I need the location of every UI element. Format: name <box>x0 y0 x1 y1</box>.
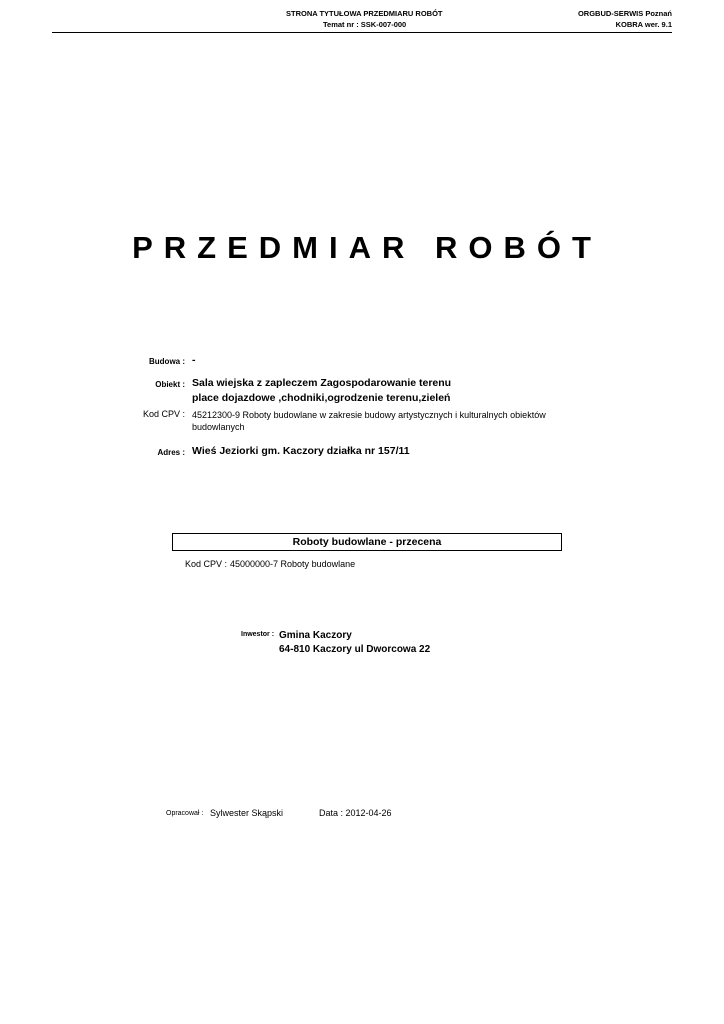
budowa-value: - <box>192 354 196 366</box>
cpv-line1: 45212300-9 Roboty budowlane w zakresie budowy artystycznych i kulturalnych obiektów <box>192 410 546 420</box>
page-title: PRZEDMIAR ROBÓT <box>132 230 602 265</box>
cpv-line2: budowlanych <box>192 422 245 432</box>
section-cpv-value: 45000000-7 Roboty budowlane <box>230 559 356 569</box>
investor-address: 64-810 Kaczory ul Dworcowa 22 <box>279 644 431 655</box>
obiekt-line2: place dojazdowe ,chodniki,ogrodzenie terenu,zieleń <box>192 392 451 404</box>
investor-label: Inwestor : <box>241 631 275 638</box>
cpv-label: Kod CPV : <box>142 409 185 419</box>
obiekt-line1: Sala wiejska z zapleczem Zagospodarowanie terenu <box>192 377 452 389</box>
header-topic: Temat nr : SSK-007-000 <box>323 20 407 29</box>
obiekt-label: Obiekt : <box>155 380 185 389</box>
header-title: STRONA TYTUŁOWA PRZEDMIARU ROBÓT <box>286 9 443 18</box>
header-company: ORGBUD-SERWIS Poznań <box>577 9 672 18</box>
section-cpv-label: Kod CPV : <box>185 559 228 569</box>
header-divider <box>52 32 672 33</box>
budowa-label: Budowa : <box>149 357 185 366</box>
section-title-box: Roboty budowlane - przecena <box>172 533 562 551</box>
prepared-label: Opracował : <box>166 810 204 817</box>
adres-label: Adres : <box>157 448 185 457</box>
date-text: Data : 2012-04-26 <box>319 808 392 818</box>
prepared-value: Sylwester Skąpski <box>210 808 284 818</box>
investor-name: Gmina Kaczory <box>279 630 352 641</box>
header-version: KOBRA wer. 9.1 <box>615 20 672 29</box>
adres-value: Wieś Jeziorki gm. Kaczory działka nr 157/11 <box>192 445 410 457</box>
